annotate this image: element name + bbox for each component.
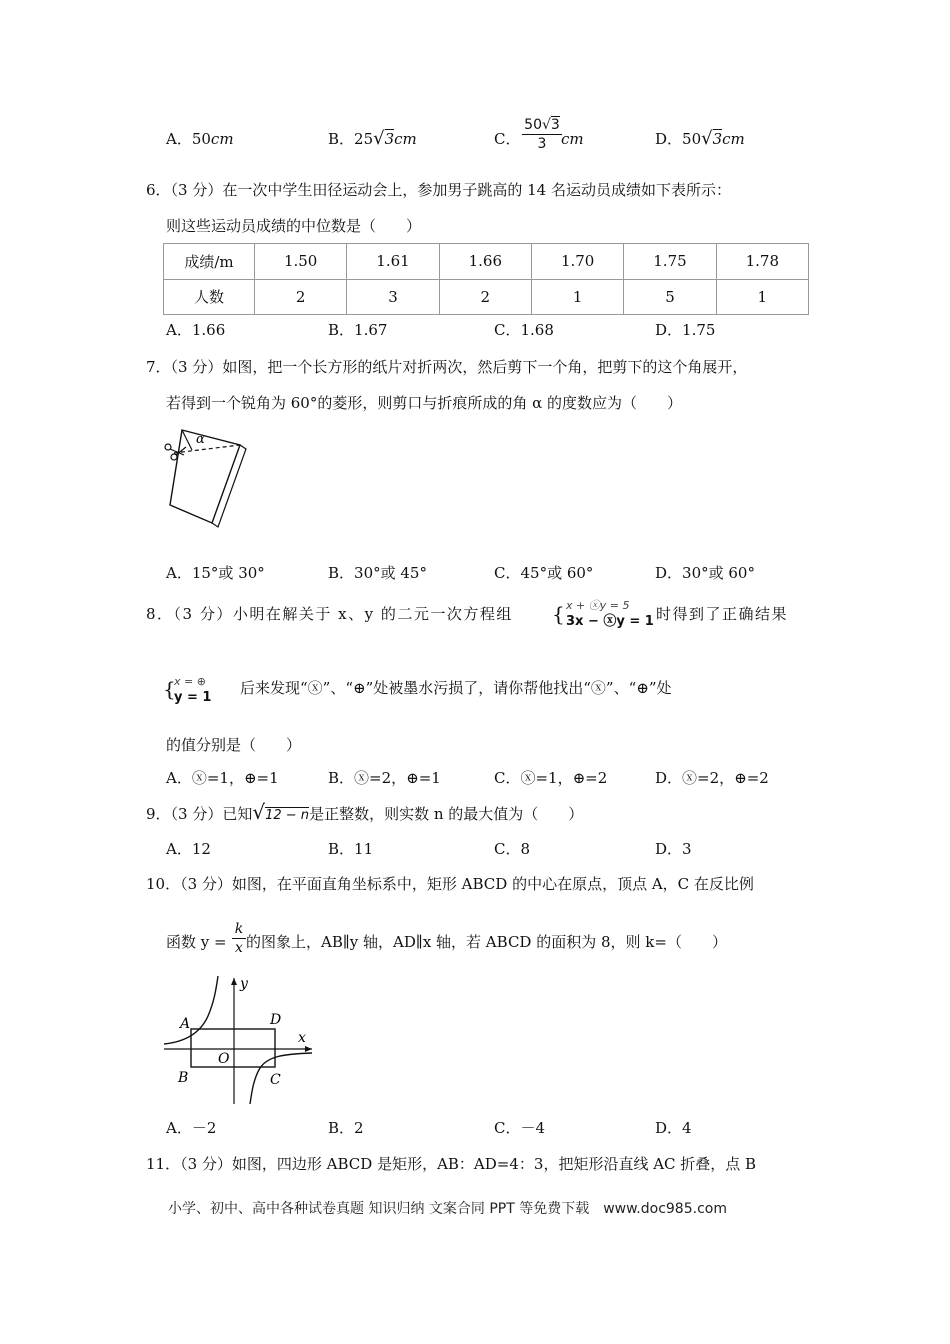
rectangle-abcd	[191, 1029, 275, 1067]
table-cell: 1.70	[531, 244, 623, 280]
q7-option-d: D．30°或 60°	[655, 564, 755, 582]
q8-option-c: C．ⓧ=1，⊕=2	[494, 769, 608, 787]
table-cell: 1.75	[624, 244, 716, 280]
table-cell: 3	[347, 279, 439, 315]
q7-option-c: C．45°或 60°	[494, 564, 594, 582]
paper-outline	[170, 430, 240, 523]
q6-option-c: C．1.68	[494, 321, 554, 339]
q5-option-a: A．50cm	[166, 130, 234, 148]
table-row	[164, 279, 809, 315]
q9-stem: 9．（3 分）已知√12 − n是正整数，则实数 n 的最大值为（ ）	[146, 800, 584, 824]
table-cell: 2	[439, 279, 531, 315]
q5-option-c-unit: cm	[561, 130, 584, 148]
q6-option-b: B．1.67	[328, 321, 388, 339]
q9-option-b: B．11	[328, 840, 374, 858]
q9-option-a: A．12	[166, 840, 211, 858]
q8-equation-1: x + ⓧy = 5	[566, 599, 630, 612]
q10-option-a: A．－2	[166, 1119, 217, 1137]
q6-score-table	[163, 243, 809, 315]
table-cell: 人数	[164, 279, 255, 315]
q7-stem-line2: 若得到一个锐角为 60°的菱形，则剪口与折痕所成的角 α 的度数应为（ ）	[166, 394, 683, 412]
q8-solution	[174, 674, 211, 706]
label-a: A	[180, 1016, 191, 1032]
page-footer: 小学、初中、高中各种试卷真题 知识归纳 文案合同 PPT 等免费下载 www.doc985.com	[168, 1201, 727, 1217]
hyperbola-branch-lower	[250, 1053, 312, 1104]
table-cell: 1.61	[347, 244, 439, 280]
table-cell: 1	[716, 279, 808, 315]
q8-equation-brace: {	[552, 602, 565, 626]
q8-stem-line1-b: 时得到了正确结果	[656, 605, 789, 623]
paper-edge	[212, 445, 246, 527]
q10-option-c: C．－4	[494, 1119, 546, 1137]
y-axis-arrow	[231, 978, 237, 985]
q8-option-d: D．ⓧ=2，⊕=2	[655, 769, 769, 787]
q6-option-a: A．1.66	[166, 321, 226, 339]
q8-equation-system	[566, 598, 654, 630]
label-b: B	[178, 1070, 189, 1086]
fraction-denominator: x	[235, 940, 243, 956]
q7-folded-paper-figure	[162, 425, 252, 531]
q11-stem-line1: 11．（3 分）如图，四边形 ABCD 是矩形，AB：AD=4：3，把矩形沿直线 AC 折叠，点 B	[146, 1155, 757, 1173]
q7-stem-line1: 7．（3 分）如图，把一个长方形的纸片对折两次，然后剪下一个角，把剪下的这个角展开，	[146, 358, 748, 376]
label-d: D	[270, 1012, 282, 1028]
q6-stem-line1: 6．（3 分）在一次中学生田径运动会上，参加男子跳高的 14 名运动员成绩如下表所示：	[146, 181, 731, 199]
q10-fraction-k-over-x	[232, 920, 246, 957]
q8-stem-line3: 的值分别是（ ）	[166, 736, 302, 754]
q8-stem-line1-a: 8．（3 分）小明在解关于 x、y 的二元一次方程组	[146, 605, 513, 623]
table-cell: 1	[531, 279, 623, 315]
table-cell: 2	[255, 279, 347, 315]
label-c: C	[270, 1072, 281, 1088]
table-cell: 5	[624, 279, 716, 315]
angle-alpha-label: α	[196, 432, 205, 447]
label-x: x	[298, 1030, 306, 1046]
q8-equation-2: 3x − ⓧy = 1	[566, 614, 654, 629]
table-cell: 1.66	[439, 244, 531, 280]
q8-solution-x: x = ⊕	[174, 675, 206, 688]
q5-option-d: D．50√3cm	[655, 128, 745, 149]
table-cell: 1.78	[716, 244, 808, 280]
q6-option-d: D．1.75	[655, 321, 716, 339]
q10-stem-line2-b: 的图象上，AB∥y 轴，AD∥x 轴，若 ABCD 的面积为 8，则 k=（ ）	[246, 933, 727, 951]
q7-option-b: B．30°或 45°	[328, 564, 427, 582]
q7-option-a: A．15°或 30°	[166, 564, 265, 582]
fraction-numerator: k	[232, 920, 246, 939]
q10-option-d: D．4	[655, 1119, 692, 1137]
q10-stem-line2-a: 函数 y =	[166, 933, 227, 951]
q5-option-c: C．	[494, 130, 521, 148]
q9-option-c: C．8	[494, 840, 531, 858]
x-axis-arrow	[305, 1046, 312, 1052]
label-y: y	[240, 976, 248, 992]
q5-option-b: B．25√3cm	[328, 128, 417, 149]
table-cell: 成绩/m	[164, 244, 255, 280]
q10-coordinate-figure	[160, 972, 320, 1107]
q8-option-a: A．ⓧ=1，⊕=1	[166, 769, 279, 787]
q8-solution-brace: {	[163, 677, 176, 701]
q6-stem-line2: 则这些运动员成绩的中位数是（ ）	[166, 217, 422, 235]
q10-stem-line1: 10．（3 分）如图，在平面直角坐标系中，矩形 ABCD 的中心在原点，顶点 A，C 在反比例	[146, 875, 754, 893]
table-cell: 1.50	[255, 244, 347, 280]
table-row	[164, 244, 809, 280]
cut-line	[182, 430, 192, 450]
label-o: O	[218, 1051, 230, 1067]
q9-option-d: D．3	[655, 840, 692, 858]
q8-solution-y: y = 1	[174, 690, 212, 705]
q8-option-b: B．ⓧ=2，⊕=1	[328, 769, 441, 787]
q8-stem-line2: 后来发现“ⓧ”、“⊕”处被墨水污损了，请你帮他找出“ⓧ”、“⊕”处	[240, 679, 672, 697]
q10-option-b: B．2	[328, 1119, 364, 1137]
q5-option-c-fraction: 50√3 3	[522, 116, 562, 153]
